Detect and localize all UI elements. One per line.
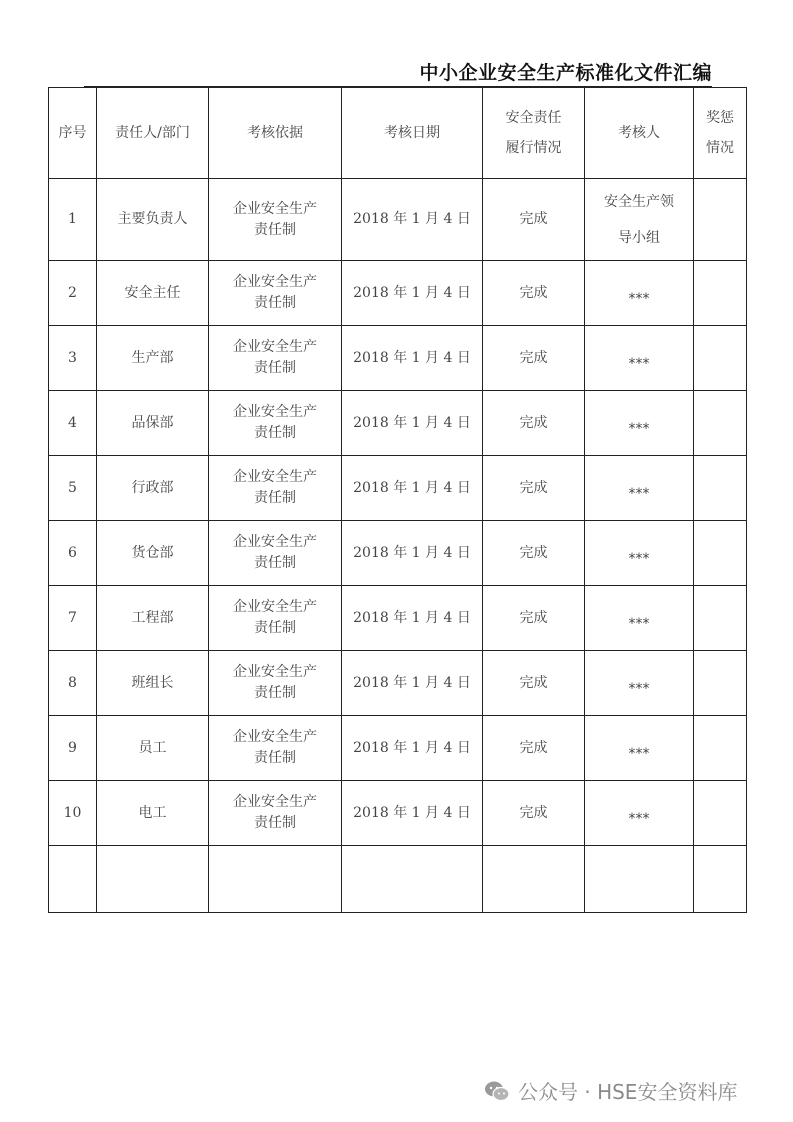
cell-dept: 品保部 — [97, 391, 209, 456]
cell-dept: 班组长 — [97, 651, 209, 716]
cell-basis — [209, 521, 342, 586]
cell-basis-line: 责任制 — [254, 221, 296, 238]
cell-basis — [209, 391, 342, 456]
cell-status: 完成 — [483, 716, 585, 781]
table-row — [49, 391, 747, 456]
cell-assessor — [585, 586, 694, 651]
cell-basis-line: 企业安全生产 — [233, 534, 317, 550]
cell-no: 8 — [49, 651, 97, 716]
col-header-date: 考核日期 — [342, 88, 483, 179]
cell-assessor-line: *** — [628, 680, 650, 697]
cell-status: 完成 — [483, 391, 585, 456]
cell-date: 2018 年 1 月 4 日 — [342, 586, 483, 651]
cell-basis — [209, 326, 342, 391]
cell-reward — [694, 326, 747, 391]
cell-date: 2018 年 1 月 4 日 — [342, 326, 483, 391]
cell-basis — [209, 261, 342, 326]
table-row — [49, 651, 747, 716]
cell-date: 2018 年 1 月 4 日 — [342, 521, 483, 586]
cell-assessor-line: *** — [628, 615, 650, 632]
cell-date: 2018 年 1 月 4 日 — [342, 716, 483, 781]
cell-assessor-line: 导小组 — [618, 229, 660, 246]
cell-basis — [209, 586, 342, 651]
cell-no: 10 — [49, 781, 97, 846]
table-row — [49, 521, 747, 586]
cell-basis-line: 责任制 — [254, 490, 296, 506]
cell-status: 完成 — [483, 261, 585, 326]
table-row — [49, 586, 747, 651]
cell-assessor — [585, 179, 694, 261]
cell-basis-line: 责任制 — [254, 685, 296, 701]
cell-dept: 货仓部 — [97, 521, 209, 586]
cell-reward — [694, 391, 747, 456]
cell-assessor — [585, 716, 694, 781]
table-body — [49, 179, 747, 913]
cell-assessor — [585, 781, 694, 846]
table-row — [49, 456, 747, 521]
table-row — [49, 846, 747, 913]
cell-basis-line: 责任制 — [254, 750, 296, 766]
cell-reward — [694, 651, 747, 716]
cell-assessor — [585, 261, 694, 326]
cell-status: 完成 — [483, 651, 585, 716]
cell-assessor — [585, 326, 694, 391]
cell-basis — [209, 456, 342, 521]
document-header — [84, 58, 712, 87]
cell-dept: 员工 — [97, 716, 209, 781]
cell-status: 完成 — [483, 456, 585, 521]
cell-status: 完成 — [483, 179, 585, 261]
cell-assessor-line: *** — [628, 745, 650, 762]
cell-assessor — [585, 521, 694, 586]
cell-assessor-line: *** — [628, 810, 650, 827]
cell-basis-line: 企业安全生产 — [233, 274, 317, 290]
cell-assessor — [585, 846, 694, 913]
cell-assessor-line: *** — [628, 485, 650, 502]
watermark-text: 公众号 · HSE安全资料库 — [518, 1080, 738, 1104]
cell-status — [483, 846, 585, 913]
cell-basis — [209, 781, 342, 846]
cell-date — [342, 846, 483, 913]
col-header-no: 序号 — [49, 88, 97, 179]
cell-status: 完成 — [483, 586, 585, 651]
cell-assessor-line: *** — [628, 290, 650, 307]
table-row — [49, 179, 747, 261]
cell-no: 3 — [49, 326, 97, 391]
cell-no: 6 — [49, 521, 97, 586]
cell-basis-line: 企业安全生产 — [233, 469, 317, 485]
cell-basis-line: 责任制 — [254, 620, 296, 636]
table-row — [49, 781, 747, 846]
cell-reward — [694, 716, 747, 781]
cell-no — [49, 846, 97, 913]
cell-assessor-line: *** — [628, 355, 650, 372]
cell-basis-line: 企业安全生产 — [233, 664, 317, 680]
cell-basis-line: 责任制 — [254, 555, 296, 571]
col-header-assessor: 考核人 — [585, 88, 694, 179]
cell-basis-line: 责任制 — [254, 815, 296, 831]
cell-no: 7 — [49, 586, 97, 651]
col-header-basis: 考核依据 — [209, 88, 342, 179]
cell-dept: 生产部 — [97, 326, 209, 391]
cell-no: 2 — [49, 261, 97, 326]
cell-assessor — [585, 651, 694, 716]
document-title: 中小企业安全生产标准化文件汇编 — [419, 62, 712, 84]
table-header-row — [49, 88, 747, 179]
col-header-performance-line: 安全责任 — [505, 110, 562, 126]
cell-basis-line: 责任制 — [254, 295, 296, 311]
cell-assessor-line: *** — [628, 550, 650, 567]
cell-dept — [97, 846, 209, 913]
col-header-dept: 责任人/部门 — [97, 88, 209, 179]
cell-dept: 安全主任 — [97, 261, 209, 326]
col-header-reward-line: 情况 — [706, 140, 734, 156]
cell-date: 2018 年 1 月 4 日 — [342, 456, 483, 521]
col-header-performance-line: 履行情况 — [505, 140, 562, 156]
cell-dept: 工程部 — [97, 586, 209, 651]
watermark — [484, 1076, 737, 1105]
cell-no: 5 — [49, 456, 97, 521]
cell-basis-line: 企业安全生产 — [233, 339, 317, 355]
cell-basis-line: 责任制 — [254, 425, 296, 441]
cell-dept: 电工 — [97, 781, 209, 846]
cell-no: 9 — [49, 716, 97, 781]
cell-dept: 主要负责人 — [97, 179, 209, 261]
cell-basis — [209, 179, 342, 261]
col-header-performance — [483, 88, 585, 179]
cell-status: 完成 — [483, 781, 585, 846]
cell-reward — [694, 521, 747, 586]
cell-date: 2018 年 1 月 4 日 — [342, 179, 483, 261]
cell-status: 完成 — [483, 521, 585, 586]
cell-basis-line: 企业安全生产 — [233, 599, 317, 615]
wechat-icon — [484, 1080, 510, 1102]
cell-date: 2018 年 1 月 4 日 — [342, 651, 483, 716]
cell-assessor-line: 安全生产领 — [604, 193, 674, 210]
cell-status: 完成 — [483, 326, 585, 391]
cell-basis-line: 责任制 — [254, 360, 296, 376]
cell-reward — [694, 846, 747, 913]
cell-assessor — [585, 391, 694, 456]
cell-dept: 行政部 — [97, 456, 209, 521]
cell-assessor-line: *** — [628, 420, 650, 437]
cell-date: 2018 年 1 月 4 日 — [342, 261, 483, 326]
cell-no: 1 — [49, 179, 97, 261]
table-row — [49, 261, 747, 326]
col-header-reward-line: 奖惩 — [706, 110, 734, 126]
cell-basis — [209, 716, 342, 781]
cell-no: 4 — [49, 391, 97, 456]
cell-basis-line: 企业安全生产 — [233, 404, 317, 420]
table-row — [49, 326, 747, 391]
cell-basis — [209, 846, 342, 913]
cell-reward — [694, 179, 747, 261]
cell-reward — [694, 261, 747, 326]
cell-date: 2018 年 1 月 4 日 — [342, 391, 483, 456]
col-header-reward — [694, 88, 747, 179]
cell-date: 2018 年 1 月 4 日 — [342, 781, 483, 846]
cell-reward — [694, 456, 747, 521]
table-row — [49, 716, 747, 781]
cell-reward — [694, 586, 747, 651]
cell-assessor — [585, 456, 694, 521]
cell-basis — [209, 651, 342, 716]
assessment-table — [48, 87, 747, 913]
cell-reward — [694, 781, 747, 846]
cell-basis-line: 企业安全生产 — [233, 794, 317, 810]
cell-basis-line: 企业安全生产 — [233, 200, 317, 217]
cell-basis-line: 企业安全生产 — [233, 729, 317, 745]
